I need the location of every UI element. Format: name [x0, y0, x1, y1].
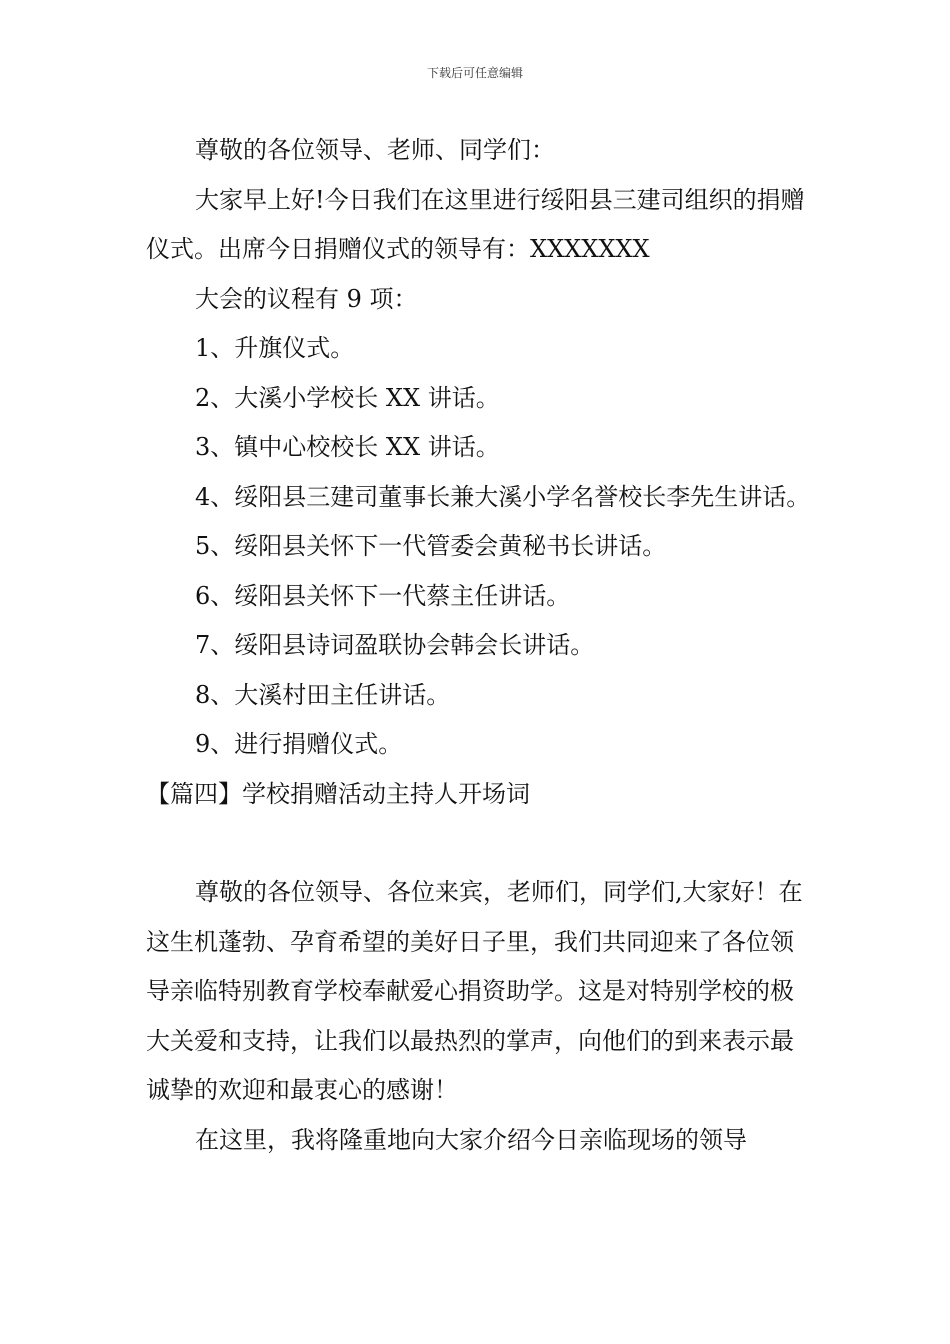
intro-paragraph: 大家早上好!今日我们在这里进行绥阳县三建司组织的捐赠仪式。出席今日捐赠仪式的领导有：XXXXXXX [146, 185, 805, 263]
section-title: 【篇四】学校捐赠活动主持人开场词 [146, 779, 530, 808]
page-header-note: 下载后可任意编辑 [426, 66, 523, 80]
document-body [146, 126, 812, 1165]
introduction-paragraph: 在这里，我将隆重地向大家介绍今日亲临现场的领导 [195, 1125, 747, 1154]
agenda-item-3: 3、镇中心校校长 XX 讲话。 [195, 433, 500, 461]
agenda-intro: 大会的议程有 9 项： [195, 284, 418, 313]
agenda-item-7: 7、绥阳县诗词盈联协会韩会长讲话。 [195, 631, 595, 659]
agenda-item-4: 4、绥阳县三建司董事长兼大溪小学名誉校长李先生讲话。 [195, 482, 811, 511]
agenda-item-8: 8、大溪村田主任讲话。 [195, 680, 451, 709]
opening-paragraph: 尊敬的各位领导、各位来宾，老师们，同学们,大家好！在这生机蓬勃、孕育希望的美好日子里，我们共同迎来了各位领导亲临特别教育学校奉献爱心捐资助学。这是对特别学校的极大关爱和支持，让我们以最热烈的掌声，向他们的到来表示最诚挚的欢迎和最衷心的感谢！ [146, 878, 803, 1104]
agenda-item-9: 9、进行捐赠仪式。 [195, 730, 403, 758]
agenda-item-6: 6、绥阳县关怀下一代蔡主任讲话。 [195, 581, 571, 610]
agenda-item-5: 5、绥阳县关怀下一代管委会黄秘书长讲话。 [195, 532, 667, 560]
agenda-item-2: 2、大溪小学校长 XX 讲话。 [195, 383, 500, 412]
salutation: 尊敬的各位领导、老师、同学们： [195, 136, 555, 164]
agenda-item-1: 1、升旗仪式。 [195, 334, 355, 362]
spacer [146, 819, 812, 868]
